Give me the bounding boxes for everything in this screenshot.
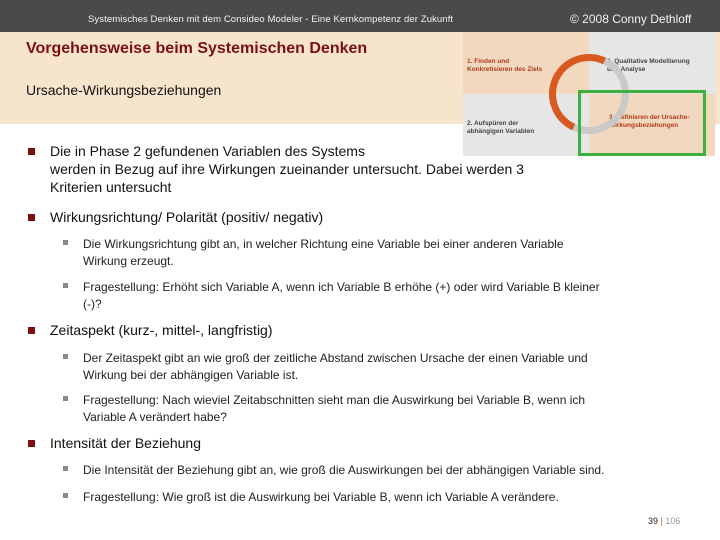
sub-bullet-marker [63,493,68,498]
sub-bullet-zeitaspekt-def: Der Zeitaspekt gibt an wie groß der zeitliche Abstand zwischen Ursache der einen Variable und Wirkung bei der abhängigen Variable ist. [83,351,588,382]
bullet-marker [28,440,35,447]
diagram-step-2: 2. Aufspüren der abhängigen Variablen [463,94,589,156]
slide-title: Vorgehensweise beim Systemischen Denken [26,40,368,57]
slide-subtitle: Ursache-Wirkungsbeziehungen [26,82,222,98]
header-text: Systemisches Denken mit dem Consideo Modeler - Eine Kernkompetenz der Zukunft [88,14,454,25]
sub-bullet-marker [63,240,68,245]
current-page: 39 [648,516,659,526]
sub-bullet-intensitaet-def: Die Intensität der Beziehung gibt an, wie groß die Auswirkungen bei der abhängigen Variable sind. [83,463,605,477]
sub-bullet-wirkungsrichtung-def: Die Wirkungsrichtung gibt an, in welcher Richtung eine Variable bei einer anderen Variable Wirkung erzeugt. [83,237,564,268]
diagram-step-3: 3. Definieren der Ursache-Wirkungsbeziehungen [589,94,715,156]
sub-bullet-marker [63,283,68,288]
bullet-marker [28,214,35,221]
bullet-wirkungsrichtung: Wirkungsrichtung/ Polarität (positiv/ negativ) [50,209,324,225]
page-separator: | [660,516,663,526]
sub-bullet-wirkungsrichtung-frage: Fragestellung: Erhöht sich Variable A, wenn ich Variable B erhöhe (+) oder wird Variable B kleiner (-)? [83,280,600,311]
diagram-step-4: 4. Qualitative Modellierung und Analyse [589,32,715,94]
diagram-step-1: 1. Finden und Konkretisieren des Ziels [463,32,589,94]
bullet-marker [28,327,35,334]
bullet-intensitaet: Intensität der Beziehung [50,435,201,451]
bullet-zeitaspekt: Zeitaspekt (kurz-, mittel-, langfristig) [50,322,273,338]
copyright: © 2008 Conny Dethloff [570,12,692,26]
bullet-marker [28,148,35,155]
sub-bullet-marker [63,466,68,471]
sub-bullet-zeitaspekt-frage: Fragestellung: Nach wieviel Zeitabschnitten sieht man die Auswirkung bei Variable B, wenn ich Variable A verändert habe? [83,393,586,424]
sub-bullet-marker [63,396,68,401]
bullet-phase2: Die in Phase 2 gefundenen Variablen des Systems werden in Bezug auf ihre Wirkungen zueinander untersucht. Dabei werden 3 Kriterien untersucht [50,143,524,195]
sub-bullet-marker [63,354,68,359]
total-pages: 106 [665,516,681,526]
sub-bullet-intensitaet-frage: Fragestellung: Wie groß ist die Auswirkung bei Variable B, wenn ich Variable A verändere. [83,490,559,504]
page-number [648,516,680,526]
